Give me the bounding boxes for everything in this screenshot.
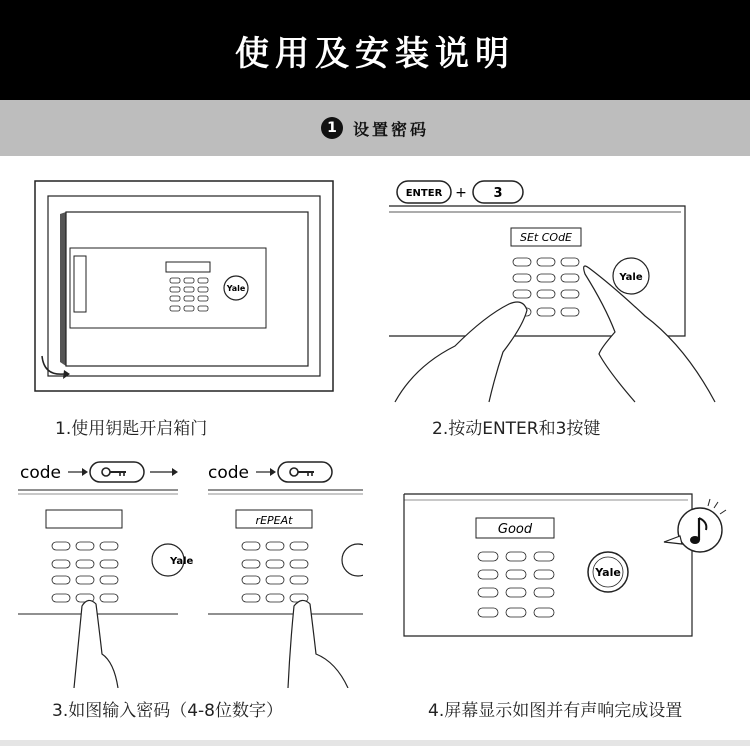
section-header bbox=[0, 100, 750, 156]
three-key-label: 3 bbox=[493, 186, 503, 201]
lcd-display-3: rEPEAt bbox=[255, 514, 293, 527]
right-hand bbox=[584, 266, 715, 402]
enter-key-label: ENTER bbox=[405, 188, 443, 199]
step1-caption: 1.使用钥匙开启箱门 bbox=[55, 419, 208, 439]
page-title: 使用及安装说明 bbox=[235, 33, 515, 74]
lcd-display-2: SEt COdE bbox=[519, 231, 573, 244]
step4-caption: 4.屏幕显示如图并有声响完成设置 bbox=[428, 701, 683, 721]
brand-logo-1: Yale bbox=[226, 284, 246, 293]
brand-logo-3: Yale bbox=[170, 556, 194, 567]
arrow-right-icon bbox=[82, 468, 88, 476]
step1-illustration bbox=[30, 176, 340, 396]
page-header bbox=[0, 0, 750, 100]
section-title: 设置密码 bbox=[352, 119, 429, 139]
step2-caption: 2.按动ENTER和3按键 bbox=[432, 419, 601, 439]
plus-sign: + bbox=[455, 185, 467, 201]
code-label-1: code bbox=[20, 463, 61, 483]
brand-logo-4: Yale bbox=[595, 566, 621, 579]
bottom-divider bbox=[0, 740, 750, 746]
brand-logo-2: Yale bbox=[619, 272, 643, 283]
step4-illustration bbox=[402, 490, 732, 640]
lcd-display-4: Good bbox=[497, 522, 533, 537]
step3-illustration bbox=[18, 456, 363, 688]
step3-caption: 3.如图输入密码（4-8位数字） bbox=[52, 701, 283, 721]
step2-illustration bbox=[385, 176, 735, 406]
code-label-2: code bbox=[208, 463, 249, 483]
section-number-badge: 1 bbox=[321, 117, 343, 139]
left-hand bbox=[395, 302, 527, 402]
